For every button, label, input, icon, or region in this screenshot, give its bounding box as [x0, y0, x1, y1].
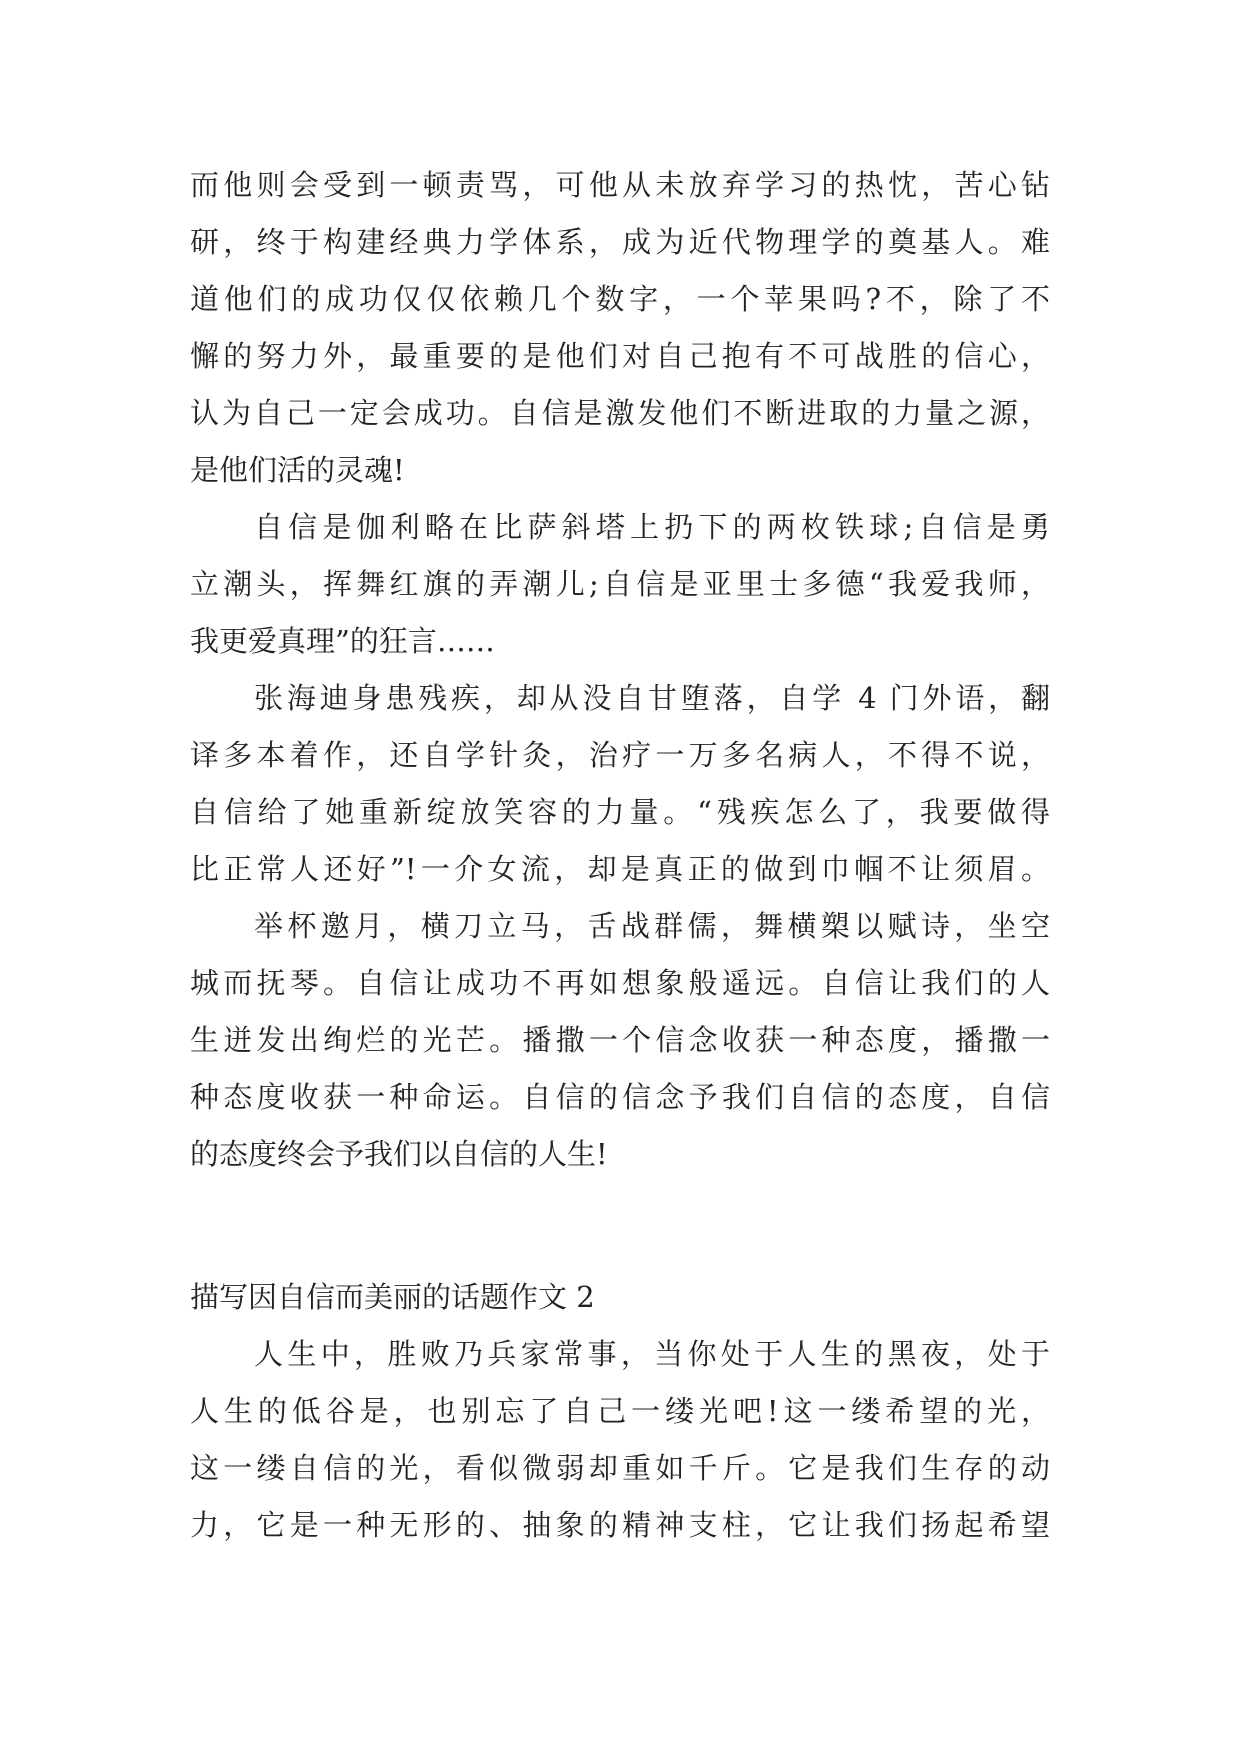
- paragraph-1: [190, 157, 1050, 499]
- paragraph-3: [190, 670, 1050, 898]
- paragraph-line: 比正常人还好”!一介女流，却是真正的做到巾帼不让须眉。: [190, 852, 1050, 886]
- paragraph-line: 自信是伽利略在比萨斜塔上扔下的两枚铁球;自信是勇: [254, 510, 1050, 544]
- paragraph-2: [190, 499, 1050, 670]
- paragraph-line: 译多本着作，还自学针灸，治疗一万多名病人，不得不说，: [190, 738, 1050, 772]
- paragraph-line: 这一缕自信的光，看似微弱却重如千斤。它是我们生存的动: [190, 1451, 1050, 1485]
- paragraph-5: [190, 1326, 1050, 1554]
- paragraph-line: 举杯邀月，横刀立马，舌战群儒，舞横槊以赋诗，坐空: [254, 909, 1050, 943]
- paragraph-line: 立潮头，挥舞红旗的弄潮儿;自信是亚里士多德“我爱我师，: [190, 567, 1050, 601]
- paragraph-line: 的态度终会予我们以自信的人生!: [190, 1137, 608, 1171]
- paragraph-line: 人生的低谷是，也别忘了自己一缕光吧!这一缕希望的光，: [190, 1394, 1050, 1428]
- paragraph-line: 张海迪身患残疾，却从没自甘堕落，自学 4 门外语，翻: [254, 681, 1050, 715]
- paragraph-line: 力，它是一种无形的、抽象的精神支柱，它让我们扬起希望: [190, 1508, 1050, 1542]
- paragraph-line: 是他们活的灵魂!: [190, 453, 405, 487]
- paragraph-line: 我更爱真理”的狂言……: [190, 624, 495, 658]
- paragraph-line: 自信给了她重新绽放笑容的力量。“残疾怎么了，我要做得: [190, 795, 1050, 829]
- paragraph-line: 研，终于构建经典力学体系，成为近代物理学的奠基人。难: [190, 225, 1050, 259]
- paragraph-line: 认为自己一定会成功。自信是激发他们不断进取的力量之源，: [190, 396, 1050, 430]
- paragraph-line: 道他们的成功仅仅依赖几个数字，一个苹果吗?不，除了不: [190, 282, 1050, 316]
- paragraph-line: 种态度收获一种命运。自信的信念予我们自信的态度，自信: [190, 1080, 1050, 1114]
- paragraph-line: 而他则会受到一顿责骂，可他从未放弃学习的热忱，苦心钻: [190, 168, 1050, 202]
- essay-heading: 描写因自信而美丽的话题作文 2: [190, 1280, 595, 1314]
- paragraph-line: 城而抚琴。自信让成功不再如想象般遥远。自信让我们的人: [190, 966, 1050, 1000]
- paragraph-line: 懈的努力外，最重要的是他们对自己抱有不可战胜的信心，: [190, 339, 1050, 373]
- paragraph-4: [190, 898, 1050, 1183]
- paragraph-line: 人生中，胜败乃兵家常事，当你处于人生的黑夜，处于: [254, 1337, 1050, 1371]
- paragraph-line: 生迸发出绚烂的光芒。播撒一个信念收获一种态度，播撒一: [190, 1023, 1050, 1057]
